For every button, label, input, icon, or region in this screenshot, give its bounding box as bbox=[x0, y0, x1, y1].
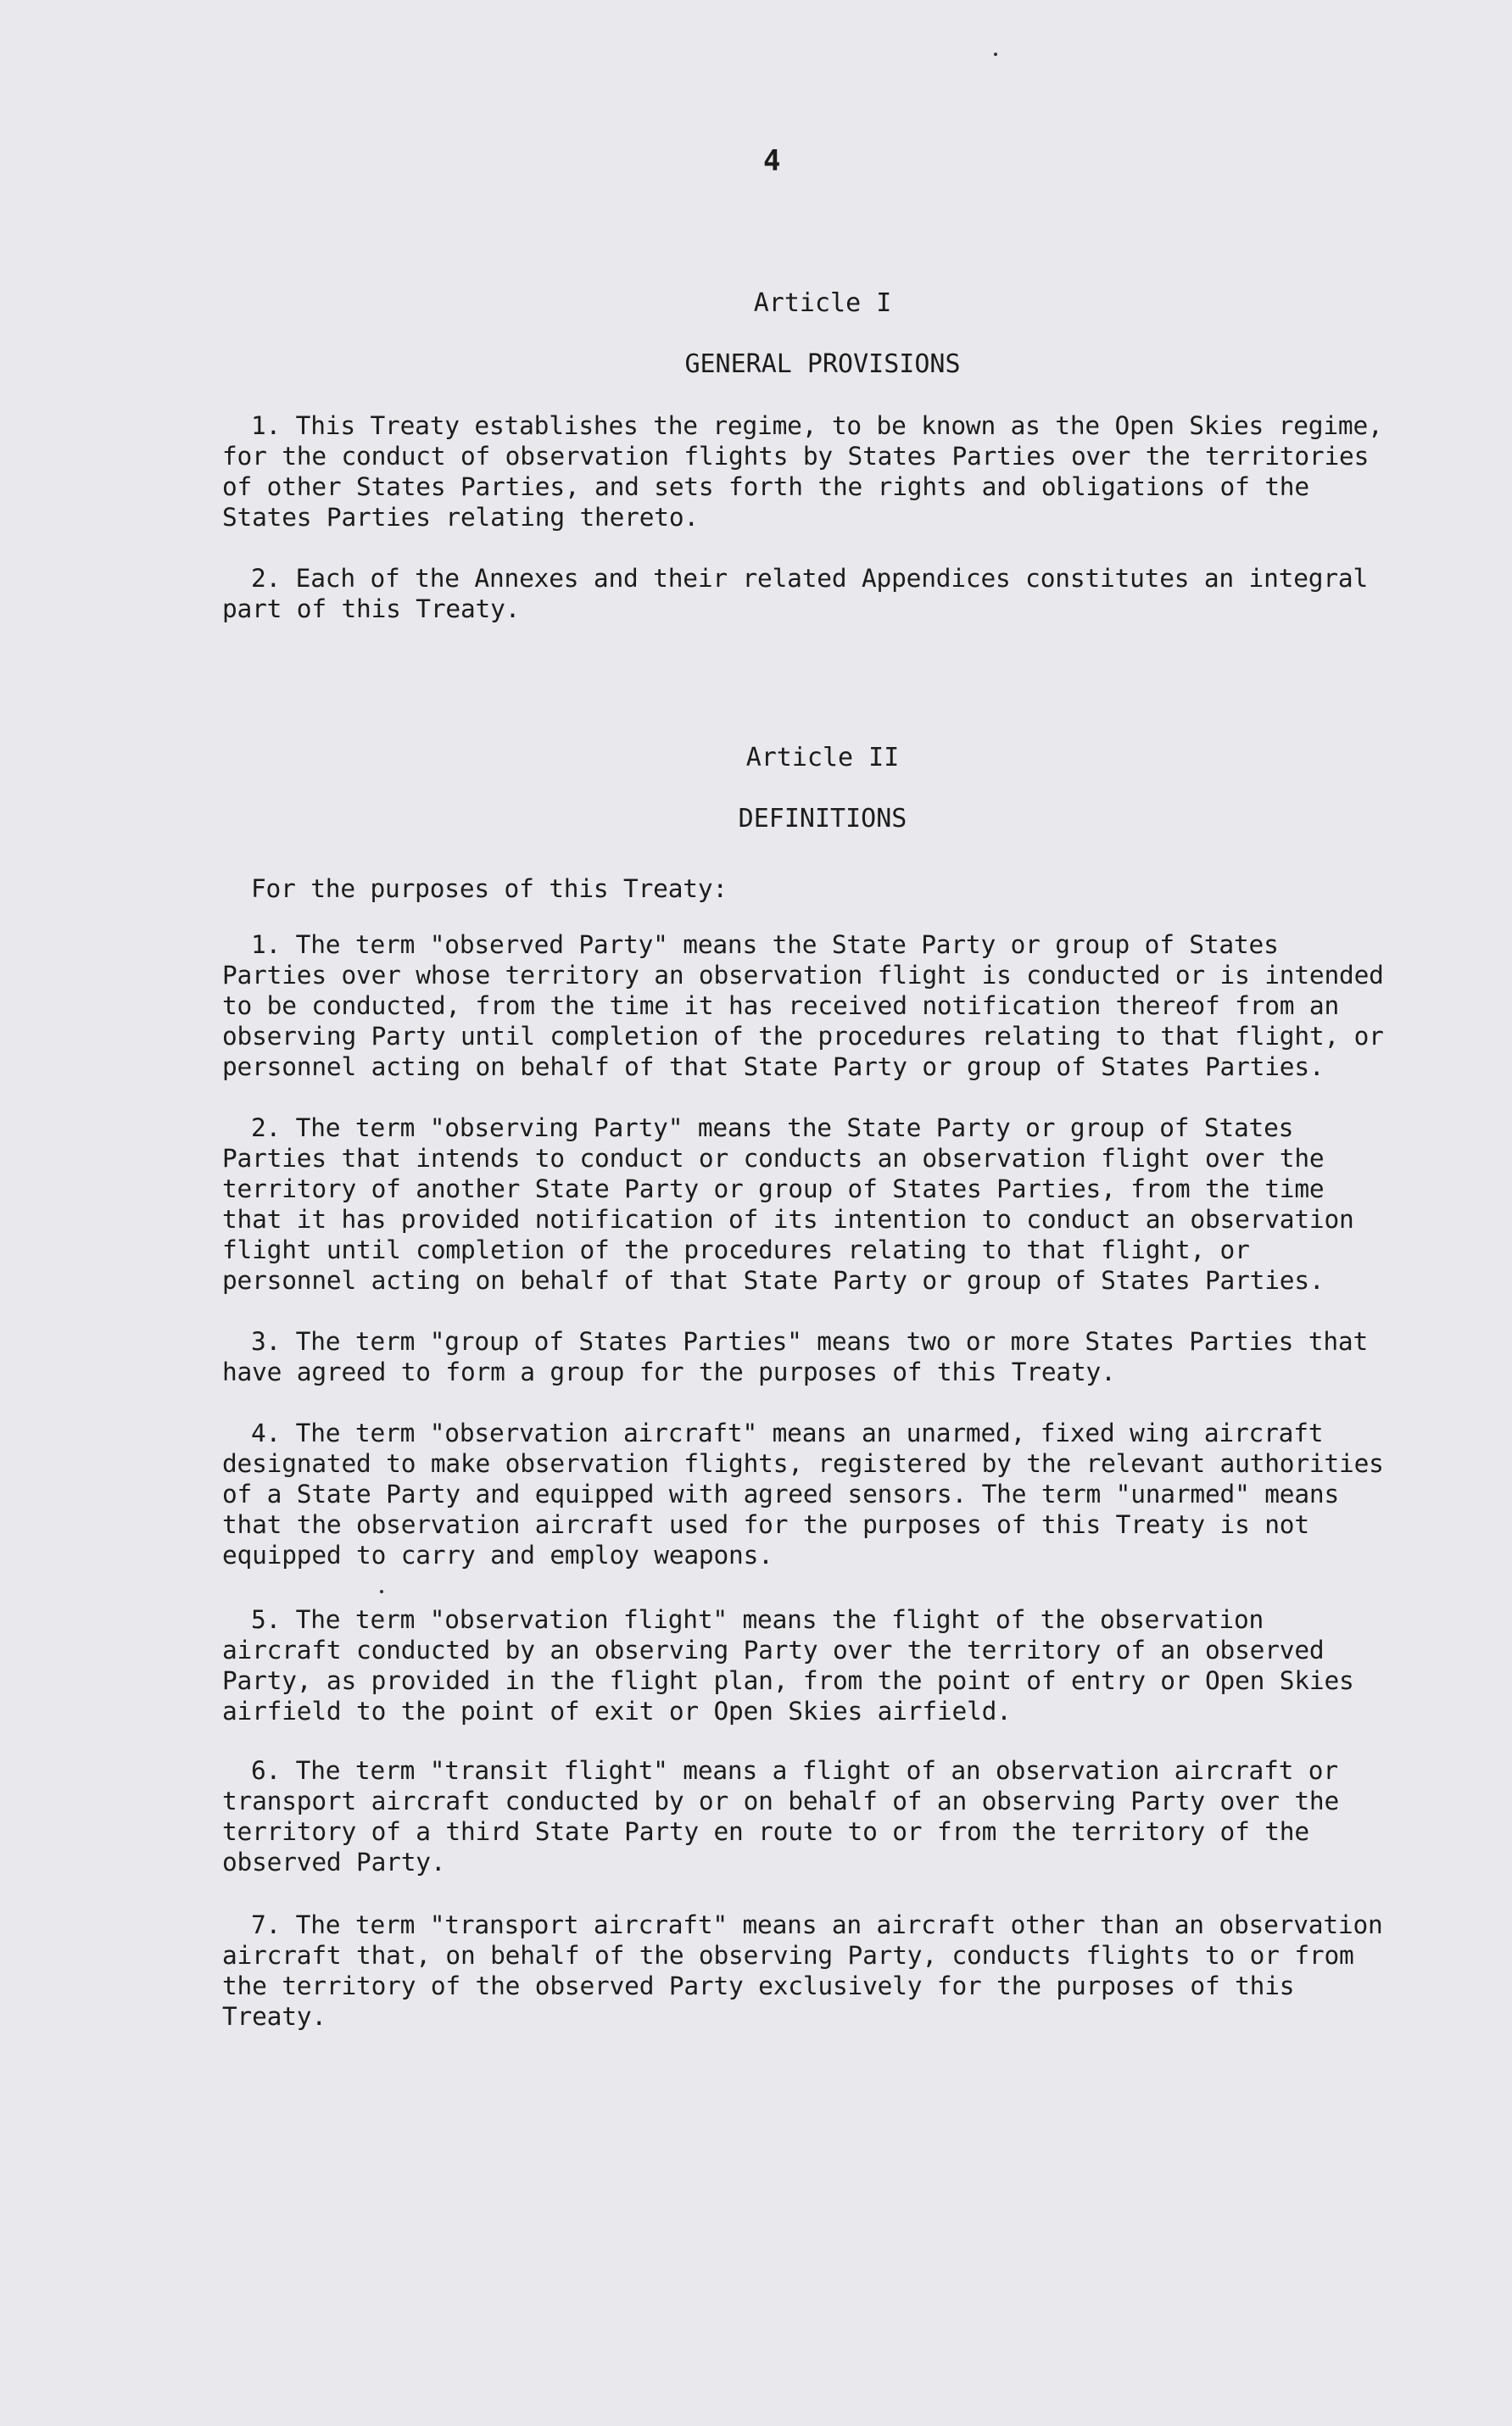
article-2-paragraph-1: 1. The term "observed Party" means the State Party or group of States Parties over whose territory an observation flight is conducted or is intended to be conducted, from the time it has received notification thereof from an observing Party until completion of the procedures relating to that flight, or personnel acting on behalf of that State Party or group of States Parties. bbox=[222, 930, 1384, 1081]
article-2-paragraph-5: 5. The term "observation flight" means the flight of the observation aircraft conducted by an observing Party over the territory of an observed Party, as provided in the flight plan, from the point of entry or Open Skies airfield to the point of exit or Open Skies airfield. bbox=[222, 1605, 1354, 1726]
article-2-paragraph-4: 4. The term "observation aircraft" means an unarmed, fixed wing aircraft designated to make observation flights, registered by the relevant authorities of a State Party and equipped with agreed sensors. The term "unarmed" means that the observation aircraft used for the purposes of this Treaty is not equipped to carry and employ weapons. bbox=[222, 1419, 1384, 1570]
article-2-subtitle: DEFINITIONS bbox=[738, 804, 907, 834]
article-2-intro: For the purposes of this Treaty: bbox=[251, 874, 728, 903]
article-1-title: Article I bbox=[753, 288, 892, 318]
page-number: 4 bbox=[763, 144, 781, 178]
article-2-paragraph-6: 6. The term "transit flight" means a flight of an observation aircraft or transport aircraft conducted by or on behalf of an observing Party over the territory of a third State Party en route to or from the territory of the observed Party. bbox=[222, 1756, 1340, 1877]
scan-speck bbox=[994, 53, 997, 56]
article-1-paragraph-1: 1. This Treaty establishes the regime, to be known as the Open Skies regime, for the conduct of observation flights by States Parties over the territories of other States Parties, and sets forth the rights and obligations of the States Parties relating thereto. bbox=[222, 411, 1383, 532]
scan-speck bbox=[380, 1590, 383, 1593]
article-1-paragraph-2: 2. Each of the Annexes and their related Appendices constitutes an integral part of this Treaty. bbox=[222, 564, 1369, 623]
article-1-subtitle: GENERAL PROVISIONS bbox=[684, 349, 961, 379]
article-2-paragraph-3: 3. The term "group of States Parties" means two or more States Parties that have agreed to form a group for the purposes of this Treaty. bbox=[222, 1327, 1369, 1386]
article-2-title: Article II bbox=[745, 743, 900, 772]
article-2-paragraph-7: 7. The term "transport aircraft" means an aircraft other than an observation aircraft that, on behalf of the observing Party, conducts flights to or from the territory of the observed Party exclusively for the purposes of this Treaty. bbox=[222, 1910, 1383, 2031]
article-2-paragraph-2: 2. The term "observing Party" means the State Party or group of States Parties that intends to conduct or conducts an observation flight over the territory of another State Party or group of States Parties, from the time that it has provided notification of its intention to conduct an observation flight until completion of the procedures relating to that flight, or personnel acting on behalf of that State Party or group of States Parties. bbox=[222, 1113, 1354, 1295]
